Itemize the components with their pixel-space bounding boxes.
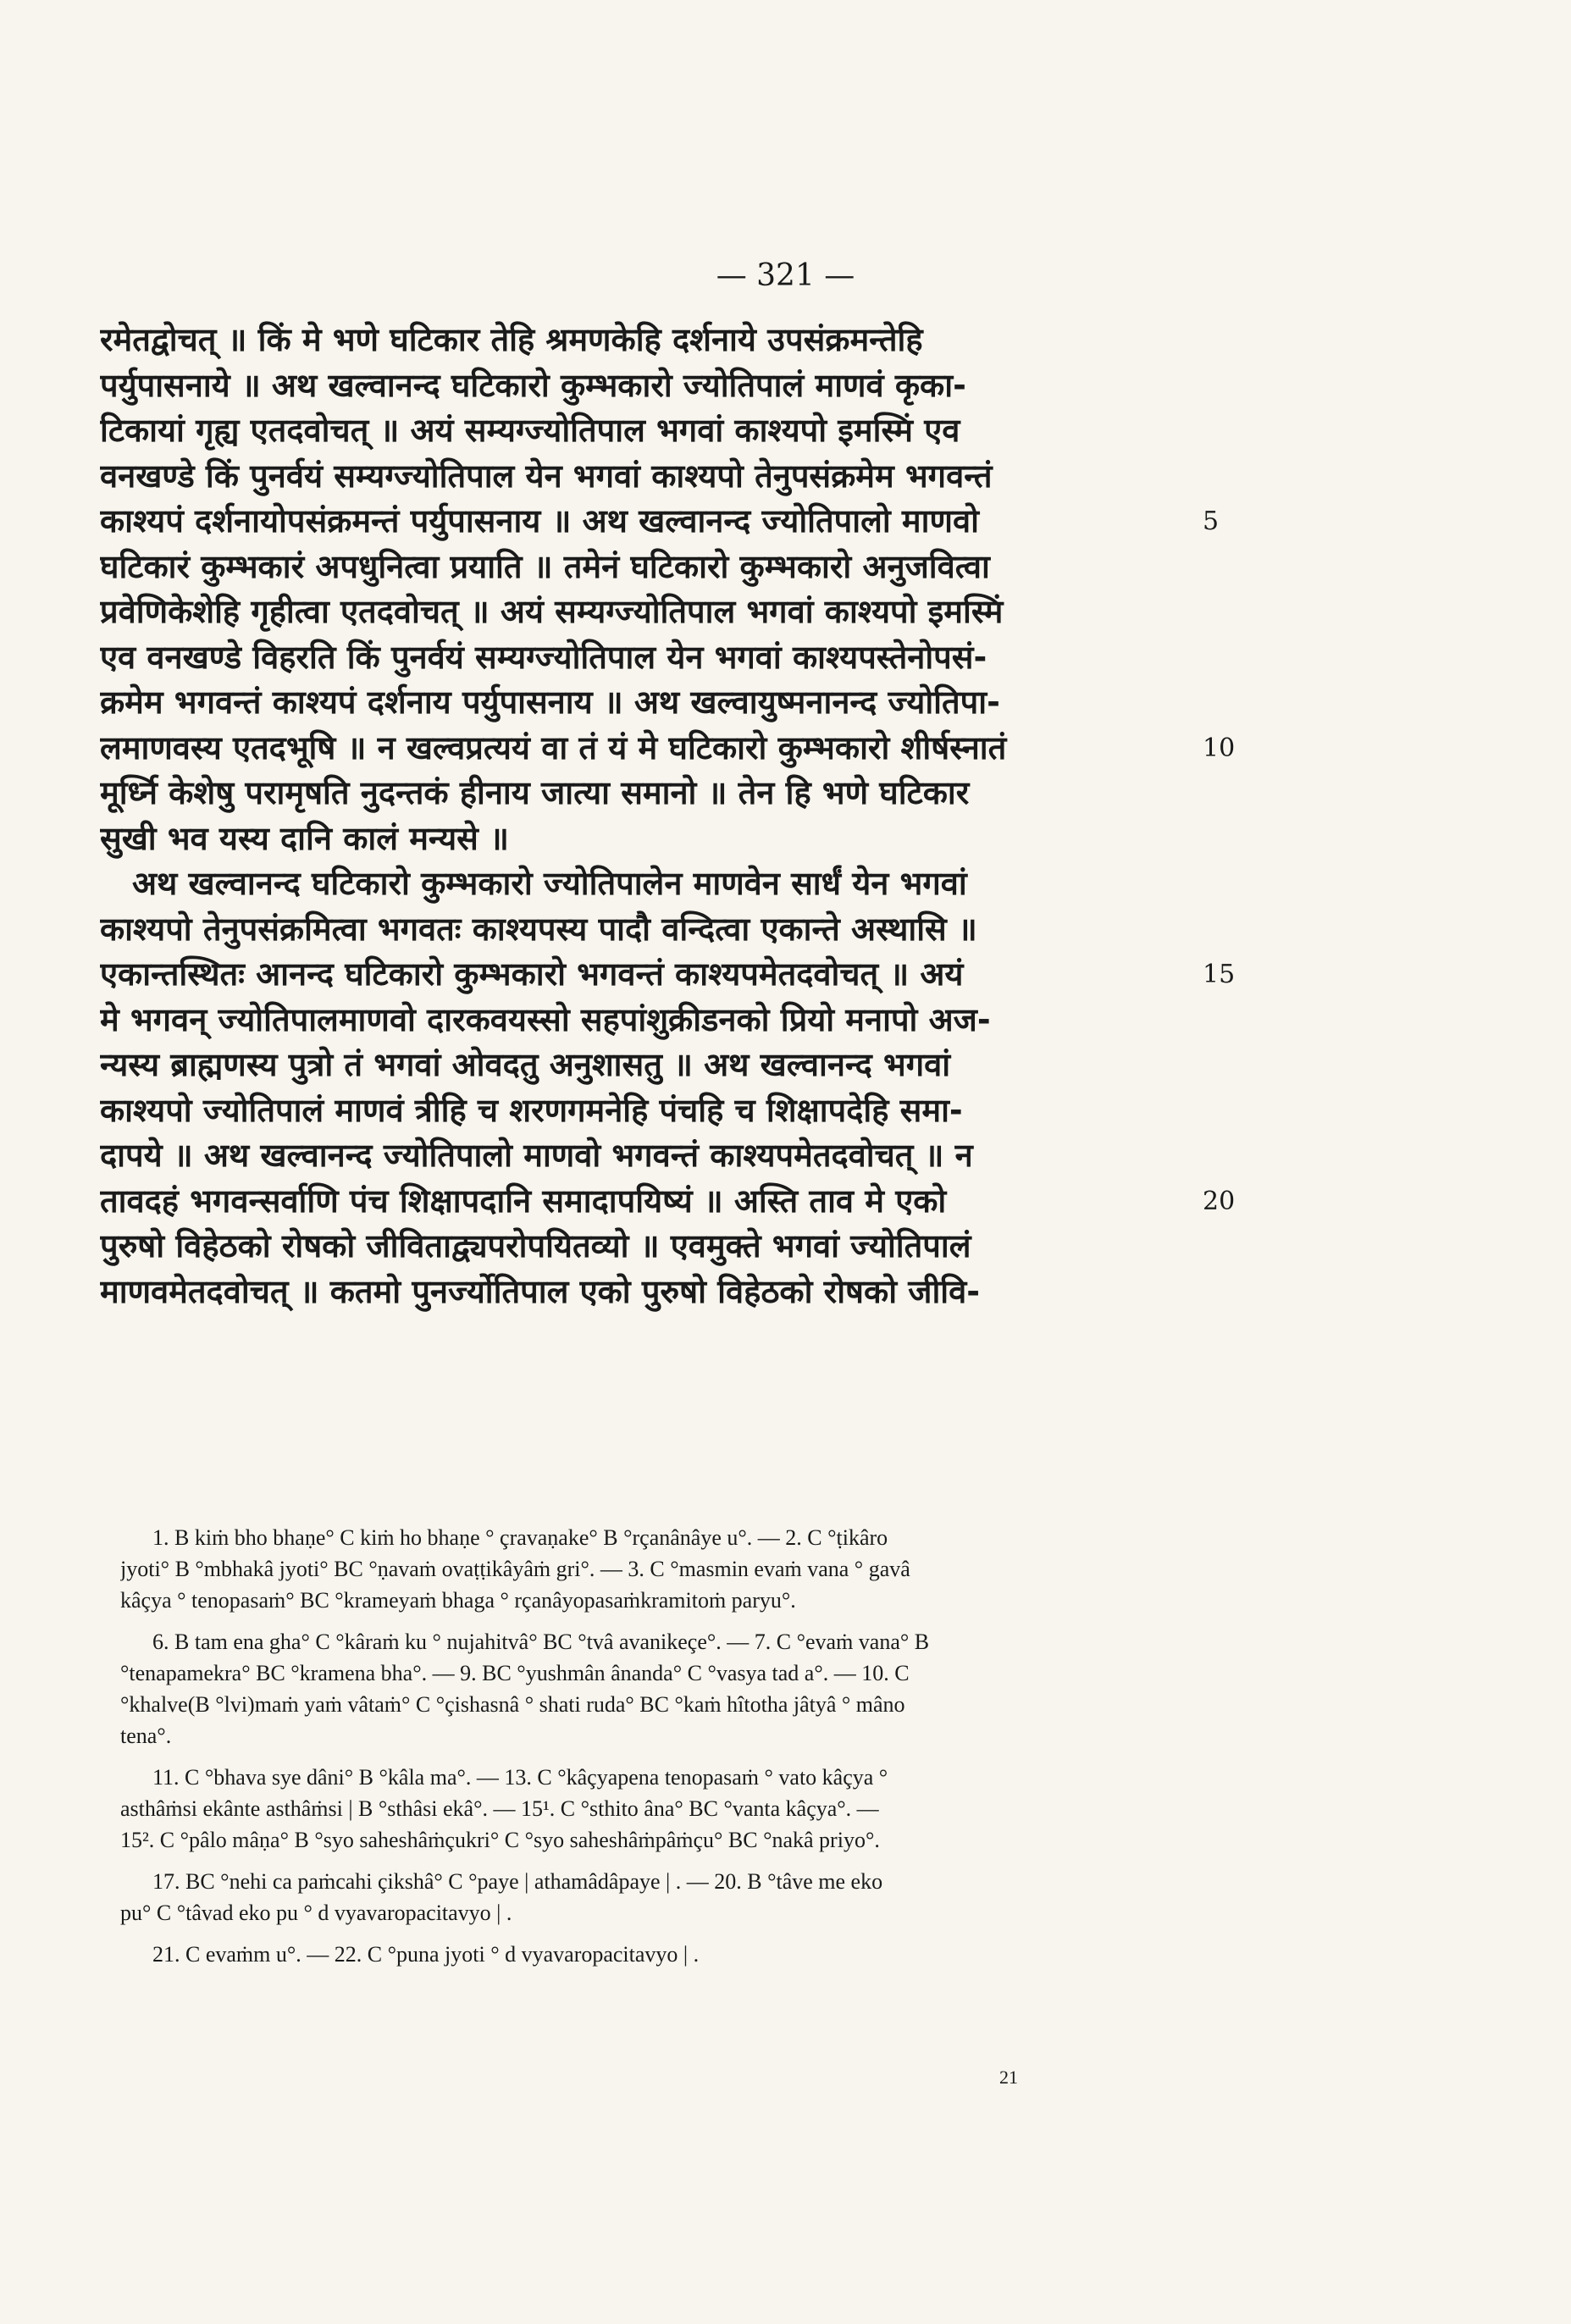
footnote-line: 17. BC °nehi ca paṁcahi çikshâ° C °paye | athamâdâpaye | . — 20. B °tâve me eko: [152, 1869, 883, 1894]
footnote-line: 11. C °bhava sye dâni° B °kâla ma°. — 13. C °kâçyapena tenopasaṁ ° vato kâçya °: [152, 1765, 888, 1790]
footnote-line: 21. C evaṁm u°. — 22. C °puna jyoti ° d vyavaropacitavyo | .: [152, 1942, 700, 1967]
footnote-line: pu° C °tâvad eko pu ° d vyavaropacitavyo | .: [120, 1901, 512, 1925]
footnotes-block: [120, 1522, 1247, 1980]
text-line: न्यस्य ब्राह्मणस्य पुत्रो तं भगवां ओवदतु अनुशासतु ॥ अथ खल्वानन्द भगवां: [100, 1046, 951, 1083]
text-line: सुखी भव यस्य दानि कालं मन्यसे ॥: [100, 819, 509, 857]
text-line: अथ खल्वानन्द घटिकारो कुम्भकारो ज्योतिपालेन माणवेन सार्धं येन भगवां: [132, 865, 967, 902]
text-line: प्रवेणिकेशेहि गृहीत्वा एतदवोचत् ॥ अयं सम्यग्ज्योतिपाल भगवां काश्यपो इमस्मिं: [100, 593, 1004, 630]
text-line: रमेतद्वोचत् ॥ किं मे भणे घटिकार तेहि श्रमणकेहि दर्शनाये उपसंक्रमन्तेहि: [100, 321, 923, 358]
text-line: लमाणवस्य एतदभूषि ॥ न खल्वप्रत्ययं वा तं यं मे घटिकारो कुम्भकारो शीर्षस्नातं: [100, 728, 1007, 766]
sheet-signature: 21: [999, 2067, 1018, 2088]
text-line: एव वनखण्डे विहरति किं पुनर्वयं सम्यग्ज्योतिपाल येन भगवां काश्यपस्तेनोपसं-: [100, 638, 987, 676]
text-line: वनखण्डे किं पुनर्वयं सम्यग्ज्योतिपाल येन भगवां काश्यपो तेनुपसंक्रमेम भगवन्तं: [100, 456, 993, 495]
footnote-group: [120, 1762, 1247, 1856]
text-line: दापये ॥ अथ खल्वानन्द ज्योतिपालो माणवो भगवन्तं काश्यपमेतदवोचत् ॥ न: [100, 1137, 973, 1174]
footnote-line: °khalve(B °lvi)maṁ yaṁ vâtaṁ° C °çishasnâ ° shati ruda° BC °kaṁ hîtotha jâtyâ ° mâno: [120, 1692, 905, 1717]
text-line: घटिकारं कुम्भकारं अपधुनित्वा प्रयाति ॥ तमेनं घटिकारो कुम्भकारो अनुजवित्वा: [100, 547, 990, 585]
text-line: काश्यपं दर्शनायोपसंक्रमन्तं पर्युपासनाय ॥ अथ खल्वानन्द ज्योतिपालो माणवो: [100, 502, 979, 540]
text-line: पर्युपासनाये ॥ अथ खल्वानन्द घटिकारो कुम्भकारो ज्योतिपालं माणवं कृका-: [100, 366, 966, 404]
footnote-group: [120, 1626, 1247, 1751]
text-line: क्रमेम भगवन्तं काश्यपं दर्शनाय पर्युपासनाय ॥ अथ खल्वायुष्मनानन्द ज्योतिपा-: [100, 683, 1000, 721]
text-line: काश्यपो तेनुपसंक्रमित्वा भगवतः काश्यपस्य पादौ वन्दित्वा एकान्ते अस्थासि ॥: [100, 910, 977, 948]
line-number: 20: [1203, 1186, 1236, 1216]
main-text-block: [100, 318, 1226, 1314]
text-line: मूर्ध्नि केशेषु परामृषति नुदन्तकं हीनाय जात्या समानो ॥ तेन हि भणे घटिकार: [100, 774, 970, 811]
footnote-line: 6. B tam ena gha° C °kâraṁ ku ° nujahitvâ° BC °tvâ avanikeçe°. — 7. C °evaṁ vana° B: [152, 1630, 930, 1654]
text-line: माणवमेतदवोचत् ॥ कतमो पुनर्ज्योतिपाल एको पुरुषो विहेठको रोषको जीवि-: [100, 1272, 981, 1310]
footnote-line: jyoti° B °mbhakâ jyoti° BC °ṇavaṁ ovaṭṭikâyâṁ gri°. — 3. C °masmin evaṁ vana ° gavâ: [120, 1557, 910, 1581]
line-number: 5: [1203, 506, 1220, 536]
footnote-line: 15². C °pâlo mâṇa° B °syo saheshâṁçukri° C °syo saheshâṁpâṁçu° BC °nakâ priyo°.: [120, 1828, 880, 1852]
footnote-line: kâçya ° tenopasaṁ° BC °krameyaṁ bhaga ° rçanâyopasaṁkramitoṁ paryu°.: [120, 1588, 796, 1613]
footnote-group: [120, 1522, 1247, 1616]
text-line: टिकायां गृह्य एतदवोचत् ॥ अयं सम्यग्ज्योतिपाल भगवां काश्यपो इमस्मिं एव: [100, 412, 960, 449]
footnote-group: [120, 1866, 1247, 1928]
text-line: एकान्तस्थितः आनन्द घटिकारो कुम्भकारो भगवन्तं काश्यपमेतदवोचत् ॥ अयं: [100, 955, 964, 993]
line-number: 10: [1203, 733, 1236, 763]
footnote-line: tena°.: [120, 1724, 172, 1748]
page-number: — 321 —: [716, 258, 855, 293]
text-line: तावदहं भगवन्सर्वाणि पंच शिक्षापदानि समादापयिष्यं ॥ अस्ति ताव मे एको: [100, 1181, 947, 1220]
footnote-line: °tenapamekra° BC °kramena bha°. — 9. BC °yushmân ânanda° C °vasya tad a°. — 10. C: [120, 1661, 910, 1685]
text-line: मे भगवन् ज्योतिपालमाणवो दारकवयस्सो सहपांशुक्रीडनको प्रियो मनापो अज-: [100, 1000, 991, 1038]
footnote-line: asthâṁsi ekânte asthâṁsi | B °sthâsi ekâ°. — 15¹. C °sthito âna° BC °vanta kâçya°. —: [120, 1796, 879, 1821]
text-line: काश्यपो ज्योतिपालं माणवं त्रीहि च शरणगमनेहि पंचहि च शिक्षापदेहि समा-: [100, 1091, 963, 1129]
footnote-group: [120, 1939, 1247, 1970]
text-line: पुरुषो विहेठको रोषको जीविताद्व्यपरोपयितव्यो ॥ एवमुक्ते भगवां ज्योतिपालं: [100, 1227, 971, 1264]
line-number: 15: [1203, 960, 1236, 989]
footnote-line: 1. B kiṁ bho bhaṇe° C kiṁ ho bhaṇe ° çravaṇake° B °rçanânâye u°. — 2. C °ṭikâro: [152, 1525, 888, 1550]
